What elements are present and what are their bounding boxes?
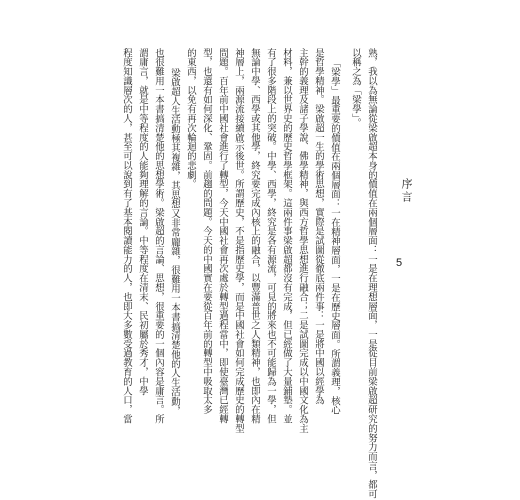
text-column: 問題。百年前中國社會進行了轉型，今天中國社會再次處於轉型過程當中，即使臺灣已經轉 — [217, 48, 228, 424]
text-column: 也很難用一本書搞清楚他的思想學術。梁啟超的言論、思想，很重要的一個內容是庸言。所 — [153, 48, 164, 424]
body-text — [120, 48, 377, 499]
text-column: 無論中學、西學或其他學，終究要完成內核上的融合，以豐滿普世之人類精神，也即內在精 — [249, 48, 260, 424]
text-column: 熟，我以為無論從梁啟超本身的價值在兩個層面：一是在理想層面，一是從目前梁啟超研究的努力而言，都可 — [366, 48, 377, 499]
text-column: 謂庸言，就是中等程度的人能夠理解的言論。中等程度在清末、民初屬於秀才，中學 — [137, 48, 148, 396]
text-column: 材料，兼以世界史的歷史哲學框架。這兩件事梁啟超都沒有完成，但已經做了大量鋪墊。並 — [281, 48, 292, 424]
text-column: 主幹的義理及諸子學說、佛學精神，與西方哲學思想進行融合；二是試圖完成以中國文化為主 — [297, 48, 308, 433]
text-column: 是哲學精神。梁啟超一生的學術思想，實際是試圖從徹底兩件事：一是將中國以經學為 — [313, 48, 324, 405]
page-number: 5 — [396, 257, 403, 269]
text-column: 型，也還有如何深化、鞏固。前趨的問題。今天的中國實在要從百年前的轉型中吸取太多 — [201, 48, 212, 415]
text-column: 以稱之為「梁學」。 — [350, 48, 361, 128]
text-column: 程度知識層次的人，甚至可以說到有了基本閱讀能力的人，也即大多數受過教育的人口，當 — [121, 48, 132, 424]
running-header: 序言 — [400, 178, 413, 204]
text-column: 神層上，兩源流接續啟示後世。所謂歷史，不是指歷史學，而是中國社會如何完成歷史的轉型 — [233, 48, 244, 433]
text-column: 的東西，以免有再次輪迴的悲劇。 — [185, 48, 196, 189]
text-column: 有了很多階段上的突破。中學、西學，終究是各有源流，可見的將來也不可能歸為一學，但 — [265, 48, 276, 424]
text-column: 「梁學」最重要的價值在兩個層面：一在精神層面，一是在歷史層面。所謂義理，核心 — [329, 58, 340, 415]
text-column: 梁啟超人生活動極其複雜，其思想又非常龐雜，很難用一本書搞清楚他的人生活動， — [169, 68, 180, 416]
